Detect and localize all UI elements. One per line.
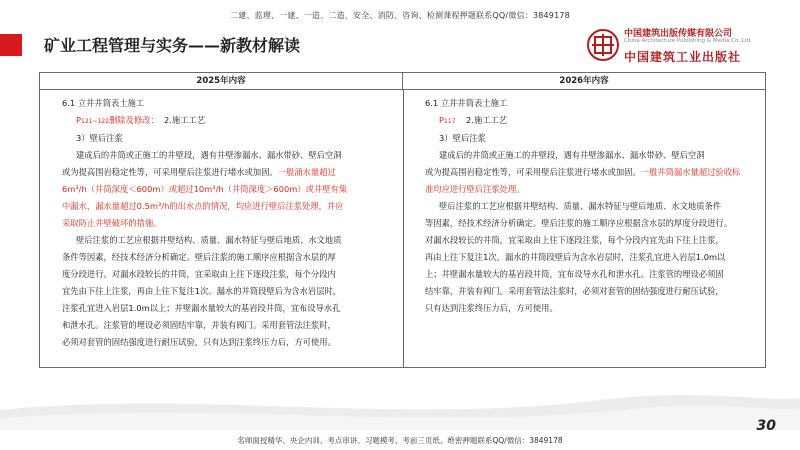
section-title: 6.1 立井井筒表土施工 xyxy=(62,98,145,108)
highlight-line: 中漏水，漏水量超过0.5m³/h的出水点的情况，均应进行壁后注浆处理，并应 xyxy=(62,201,344,211)
paragraph-line: 和泄水孔。注浆管的埋设必须固结牢靠，并装有阀门。采用套管法注浆时， xyxy=(62,320,336,330)
paragraph-line: 建成后的井筒或正施工的井壁段，遇有井壁渗漏水、漏水带砂、壁后空洞 xyxy=(439,150,705,160)
paragraph-line: 结牢靠，并装有阀门。采用套管法注浆时，必须对套管的固结强度进行耐压试验， xyxy=(425,286,724,296)
publisher-name-cn: 中国建筑出版传媒有限公司 xyxy=(624,29,733,39)
footer-text: 名师面授精华、央企内训、考点串讲、习题模考、考前三页纸、绝密押题联系QQ/微信：3849178 xyxy=(237,436,563,445)
publisher-name-en: China Architecture Publishing & Media Co.,Ltd xyxy=(624,38,751,44)
section-title: 6.1 立井井筒表土施工 xyxy=(425,98,508,108)
title-accent-block xyxy=(0,34,22,56)
paragraph-line: 壁后注浆的工艺应根据井壁结构、质量、漏水特征与壁后地质、水文地质条件 xyxy=(439,201,722,211)
column-divider xyxy=(403,90,404,367)
column-header-2026: 2026年内容 xyxy=(403,73,765,90)
publisher-brand: 中国建筑工业出版社 xyxy=(624,50,742,64)
decorative-wave xyxy=(0,380,800,430)
paragraph-line: 再由上往下复注1次。漏水的井筒段壁后为含水岩层时，注浆孔宜进入岩层1.0m以 xyxy=(425,252,726,262)
column-2025-content xyxy=(62,95,384,351)
publisher-logo-block xyxy=(586,22,786,72)
top-banner: 二建、监理、一建、一造、二造，安全、消防、咨询、检测课程押题联系QQ/微信：3849178 xyxy=(230,11,570,20)
sub-heading: 3）壁后注浆 xyxy=(76,133,123,143)
paragraph-line: 或为提高围岩稳定性等，可采用壁后注浆进行堵水或加固。一般井筒漏水量超过验收标 xyxy=(425,167,741,177)
page-number: 30 xyxy=(756,418,776,434)
paragraph-line: 度分段进行。对漏水段较长的井筒，宜采取由上往下逐段注浆，每个分段内 xyxy=(62,269,336,279)
paragraph-line: 只有达到注浆终压力后，方可使用。 xyxy=(425,303,558,313)
paragraph-line: 建成后的井筒或正施工的井壁段，遇有井壁渗漏水、漏水带砂、壁后空洞 xyxy=(76,150,342,160)
paragraph-line: 必须对套管的固结强度进行耐压试验，只有达到注浆终压力后，方可使用。 xyxy=(62,337,336,347)
paragraph-line: 等因素，经技术经济分析确定。壁后注浆的施工顺序应根据含水层的厚度分段进行。 xyxy=(425,218,732,228)
page-reference: P121~122删除及修改： 2.施工工艺 xyxy=(76,115,206,125)
column-header-2025: 2025年内容 xyxy=(40,73,403,90)
page-reference: P117 2.施工工艺 xyxy=(439,115,508,125)
paragraph-line: 上；井壁漏水量较大的基岩段井筒，宜布设导水孔和泄水孔。注浆管的埋设必须固 xyxy=(425,269,724,279)
highlight-line: 采取防止井壁破坏的措施。 xyxy=(62,218,162,228)
paragraph-line: 宜先由下往上注浆，再由上往下复注1次。漏水的井筒段壁后为含水岩层时， xyxy=(62,286,342,296)
highlight-line: 准均应进行壁后注浆处理。 xyxy=(425,184,525,194)
paragraph-line: 对漏水段较长的井筒，宜采取由上往下逐段注浆，每个分段内宜先由下往上注浆， xyxy=(425,235,724,245)
column-2026-content xyxy=(425,95,750,317)
paragraph-line: 壁后注浆的工艺应根据井壁结构、质量、漏水特征与壁后地质、水文地质 xyxy=(76,235,342,245)
sub-heading: 3）壁后注浆 xyxy=(439,133,486,143)
publisher-emblem-icon xyxy=(586,28,620,62)
paragraph-line: 或为提高围岩稳定性等，可采用壁后注浆进行堵水或加固。一般涌水量超过 xyxy=(62,167,336,177)
paragraph-line: 注浆孔宜进入岩层1.0m以上；井壁漏水量较大的基岩段井筒，宜布设导水孔 xyxy=(62,303,341,313)
page-title: 矿业工程管理与实务——新教材解读 xyxy=(44,36,301,55)
paragraph-line: 条件等因素，经技术经济分析确定。壁后注浆的施工顺序应根据含水层的厚 xyxy=(62,252,336,262)
comparison-table xyxy=(39,72,766,368)
highlight-line: 6m³/h（井筒深度＜600m）或超过10m³/h（井筒深度＞600m）或井壁有集 xyxy=(62,184,348,194)
